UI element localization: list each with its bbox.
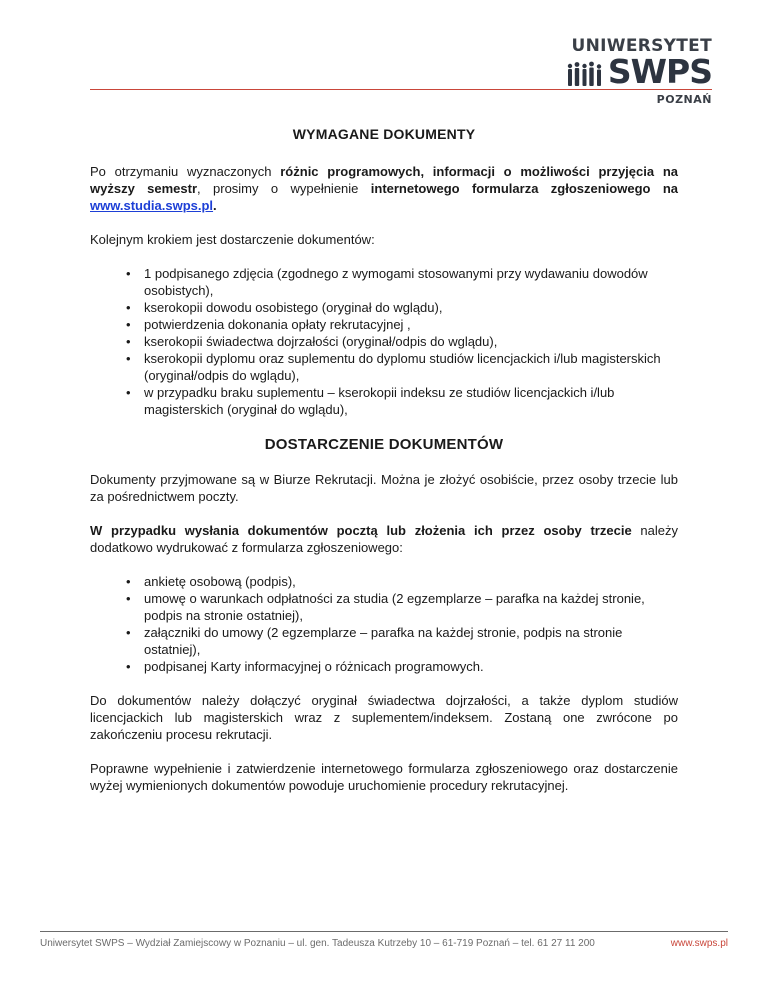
logo-swps-text: SWPS [607,52,712,91]
header-divider [90,89,712,90]
people-icon [566,60,604,88]
footer-website[interactable]: www.swps.pl [670,938,728,949]
list-item: • kserokopii świadectwa dojrzałości (oryginał/odpis do wglądu), [144,333,678,350]
intro-bold-1: różnic programowych, informacji o możliwości przyjęcia na wyższy semestr [90,164,678,196]
studia-swps-link[interactable]: www.studia.swps.pl [90,198,214,213]
final-paragraph: Poprawne wypełnienie i zatwierdzenie internetowego formularza zgłoszeniowego oraz dostarczenie wyżej wymienionych dokumentów powoduje uruchomienie procedury rekrutacyjnej. [90,761,678,793]
logo-university-text: UNIWERSYTET [571,36,712,56]
print-instructions-text: należy dodatkowo wydrukować z formularza zgłoszeniowego: [90,523,678,555]
print-instructions-paragraph [90,522,678,556]
list-item: • załączniki do umowy (2 egzemplarze – parafka na każdej stronie, podpis na stronie ostatniej), [144,624,678,658]
footer-address: Uniwersytet SWPS – Wydział Zamiejscowy w Poznaniu – ul. gen. Tadeusza Kutrzeby 10 – 61-719 Poznań – tel. 61 27 11 200 [40,938,595,949]
logo-city-text: POZNAŃ [656,93,712,106]
list-item: • w przypadku braku suplementu – kserokopii indeksu ze studiów licencjackich i/lub magisterskich (oryginał do wglądu), [144,384,678,418]
footer-divider [40,931,728,932]
delivery-paragraph: Dokumenty przyjmowane są w Biurze Rekrutacji. Można je złożyć osobiście, przez osoby trzecie lub za pośrednictwem poczty. [90,472,678,504]
next-step-paragraph: Kolejnym krokiem jest dostarczenie dokumentów: [90,232,375,247]
intro-text-1: Po otrzymaniu wyznaczonych [90,164,281,179]
list-item: • ankietę osobową (podpis), [144,573,678,590]
print-instructions-bold: W przypadku wysłania dokumentów pocztą lub złożenia ich przez osoby trzecie [90,523,632,538]
list-item: • podpisanej Karty informacyjnej o różnicach programowych. [144,658,678,675]
logo-mark [537,52,712,91]
intro-text-2: , prosimy o wypełnienie [197,181,371,196]
print-items-list [90,573,678,675]
swps-logo [537,36,712,91]
list-item: • 1 podpisanego zdjęcia (zgodnego z wymogami stosowanymi przy wydawaniu dowodów osobistych), [144,265,678,299]
list-item: • umowę o warunkach odpłatności za studia (2 egzemplarze – parafka na każdej stronie, podpis na stronie ostatniej), [144,590,678,624]
documents-list [90,265,678,418]
intro-bold-2: internetowego formularza zgłoszeniowego na [370,181,678,196]
section-title-delivery: DOSTARCZENIE DOKUMENTÓW [264,436,504,453]
intro-period: . [213,198,217,213]
list-item: • kserokopii dowodu osobistego (oryginał do wglądu), [144,299,678,316]
attachments-paragraph: Do dokumentów należy dołączyć oryginał świadectwa dojrzałości, a także dyplom studiów licencjackich lub magisterskich wraz z suplementem/indeksem. Zostaną one zwrócone po zakończeniu procesu rekrutacji. [90,693,678,742]
list-item: • kserokopii dyplomu oraz suplementu do dyplomu studiów licencjackich i/lub magisterskich (oryginał/odpis do wglądu), [144,350,678,384]
list-item: • potwierdzenia dokonania opłaty rekrutacyjnej , [144,316,678,333]
document-body [90,126,678,811]
page-title: WYMAGANE DOKUMENTY [292,126,476,142]
intro-paragraph [90,163,678,214]
